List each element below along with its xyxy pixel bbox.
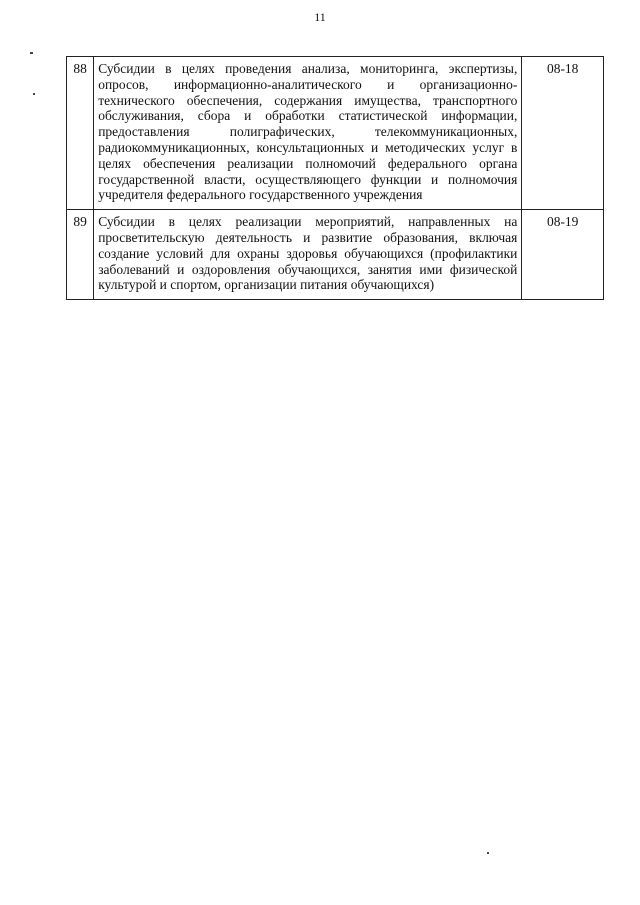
scan-speck <box>33 93 35 95</box>
scan-speck <box>30 52 33 54</box>
row-number: 88 <box>67 57 94 210</box>
subsidy-table <box>66 56 604 300</box>
row-code: 08-18 <box>522 57 604 210</box>
row-code: 08-19 <box>522 210 604 300</box>
scan-speck <box>487 852 489 854</box>
row-number: 89 <box>67 210 94 300</box>
table-row <box>67 210 604 300</box>
table-row <box>67 57 604 210</box>
row-description: Субсидии в целях реализации мероприятий, направленных на просветительскую деятельность и развитие образования, включая создание условий для охраны здоровья обучающихся (профилактики заболеваний и оздоровления обучающихся, занятия ими физической культурой и спортом, организации питания обучающихся) <box>94 210 522 300</box>
row-description: Субсидии в целях проведения анализа, мониторинга, экспертизы, опросов, информационно-аналитического и организационно-технического обеспечения, содержания имущества, транспортного обслуживания, сбора и обработки статистической информации, предоставления полиграфических, телекоммуникационных, радиокоммуникационных, консультационных и методических услуг в целях обеспечения реализации полномочий федерального органа государственной власти, осуществляющего функции и полномочия учредителя федерального государственного учреждения <box>94 57 522 210</box>
page-number: 11 <box>314 10 326 24</box>
